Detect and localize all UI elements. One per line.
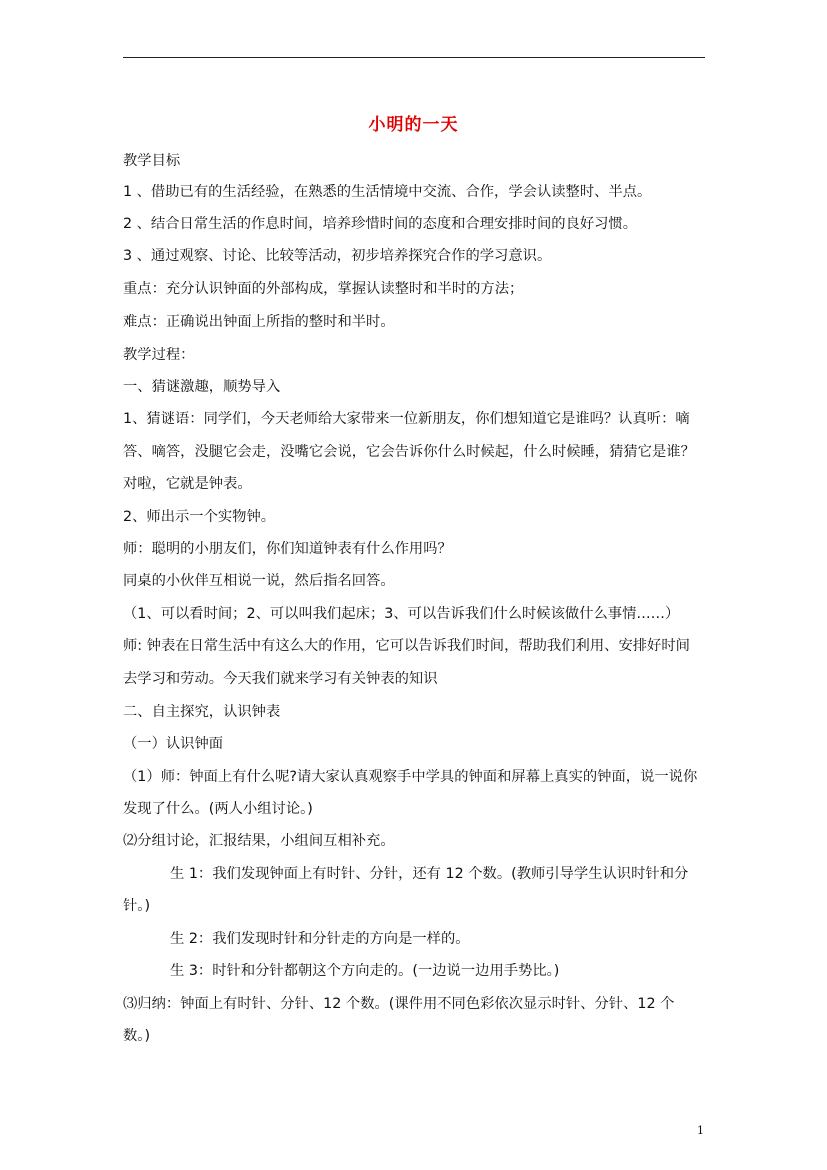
student-answer: 生 1：我们发现钟面上有时针、分针，还有 12 个数。(教师引导学生认识时针和分 bbox=[170, 866, 689, 882]
part-two-heading: 二、自主探究，认识钟表 bbox=[123, 704, 281, 720]
paragraph-line: 2、师出示一个实物钟。 bbox=[123, 509, 276, 525]
paragraph-line: 发现了什么。(两人小组讨论。) bbox=[123, 801, 313, 817]
paragraph-line: ⑵分组讨论，汇报结果，小组间互相补充。 bbox=[123, 833, 395, 849]
paragraph-line: 数。) bbox=[123, 1028, 151, 1044]
paragraph-line: 师: 钟表在日常生活中有这么大的作用，它可以告诉我们时间，帮助我们利用、安排好时间 bbox=[123, 638, 690, 654]
paragraph-line: 同桌的小伙伴互相说一说，然后指名回答。 bbox=[123, 573, 395, 589]
paragraph-line: 去学习和劳动。今天我们就来学习有关钟表的知识 bbox=[123, 671, 438, 687]
paragraph-line: 1、猜谜语：同学们，今天老师给大家带来一位新朋友，你们想知道它是谁吗？认真听：嘀 bbox=[123, 411, 690, 427]
section-heading-objectives: 教学目标 bbox=[123, 153, 181, 169]
paragraph-line: 针。) bbox=[123, 898, 151, 914]
header-rule bbox=[123, 57, 705, 58]
paragraph-line: （1、可以看时间；2、可以叫我们起床；3、可以告诉我们什么时候该做什么事情……） bbox=[123, 606, 680, 622]
part-one-heading: 一、猜谜激趣，顺势导入 bbox=[123, 379, 281, 395]
key-point: 重点：充分认识钟面的外部构成，掌握认读整时和半时的方法； bbox=[123, 281, 524, 297]
document-title: 小明的一天 bbox=[368, 115, 459, 135]
section-heading-process: 教学过程： bbox=[123, 347, 195, 363]
student-answer: 生 2：我们发现时针和分针走的方向是一样的。 bbox=[170, 931, 470, 947]
student-answer: 生 3：时针和分针都朝这个方向走的。(一边说一边用手势比。) bbox=[170, 963, 560, 979]
paragraph-line: 师：聪明的小朋友们，你们知道钟表有什么作用吗？ bbox=[123, 541, 452, 557]
paragraph-line: 对啦，它就是钟表。 bbox=[123, 476, 252, 492]
paragraph-line: （1）师：钟面上有什么呢?请大家认真观察手中学具的钟面和屏幕上真实的钟面，说一说你 bbox=[123, 769, 698, 785]
paragraph-line: ⑶归纳：钟面上有时针、分针、12 个数。(课件用不同色彩依次显示时针、分针、12 个 bbox=[123, 996, 675, 1012]
paragraph-line: 答、嘀答，没腿它会走，没嘴它会说，它会告诉你什么时候起，什么时候睡，猜猜它是谁？ bbox=[123, 444, 695, 460]
subsection-heading: （一）认识钟面 bbox=[123, 736, 224, 752]
page-number: 1 bbox=[697, 1124, 704, 1137]
objective-3: 3 、通过观察、讨论、比较等活动，初步培养探究合作的学习意识。 bbox=[123, 248, 552, 264]
objective-2: 2 、结合日常生活的作息时间，培养珍惜时间的态度和合理安排时间的良好习惯。 bbox=[123, 216, 638, 232]
difficult-point: 难点：正确说出钟面上所指的整时和半时。 bbox=[123, 314, 395, 330]
objective-1: 1 、借助已有的生活经验，在熟悉的生活情境中交流、合作，学会认读整时、半点。 bbox=[123, 184, 652, 200]
